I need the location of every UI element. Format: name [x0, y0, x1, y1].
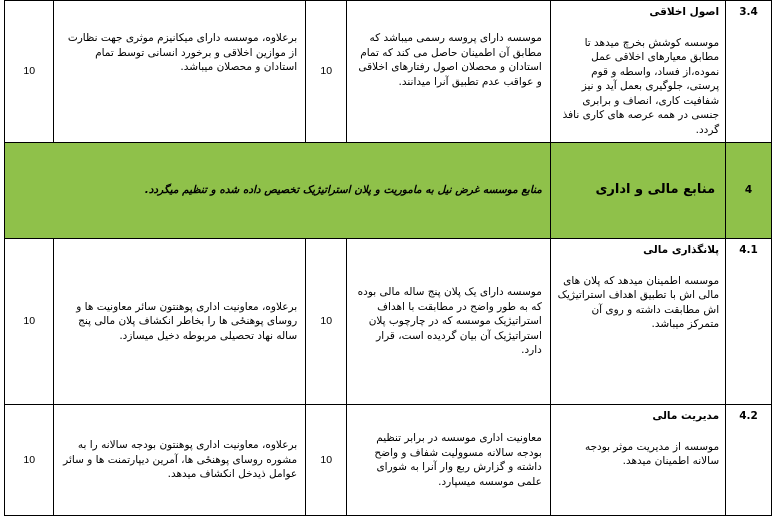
table-row: [5, 405, 772, 516]
level2-cell: [54, 239, 306, 405]
level2-score: 10: [5, 405, 54, 516]
standard-description-cell: [550, 1, 725, 143]
level2-text: برعلاوه، موسسه دارای میکانیزم موثری جهت نظارت از موازین اخلاقی و برخورد انسانی توسط تمام استادان و محصلان میباشد.: [67, 32, 298, 73]
level2-cell: [54, 405, 306, 516]
row-number: 4.2: [726, 405, 772, 516]
level1-score: 10: [306, 1, 347, 143]
standard-heading: اصول اخلاقی: [649, 6, 720, 18]
level1-text: موسسه دارای پروسه رسمی میباشد که مطابق آن اطمینان حاصل می کند که تمام استادان و محصلان اصول رفتارهای اخلاقی و عواقب عدم تطبیق آنرا میدانند.: [358, 32, 542, 88]
row-number: 4.1: [726, 239, 772, 405]
level1-score: 10: [306, 405, 347, 516]
standard-description: موسسه از مدیریت موثر بودجه سالانه اطمینان میدهد.: [584, 440, 720, 467]
section-title: منابع مالی و اداری: [550, 143, 725, 239]
level1-score: 10: [306, 239, 347, 405]
section-row: [5, 143, 772, 239]
level2-text: برعلاوه، معاونیت اداری پوهنتون بودجه سالانه را به مشوره روسای پوهنځی ها، آمرین دیپارتمنت ها و سائر عوامل ذیدخل انکشاف میدهد.: [63, 439, 298, 481]
table-row: [5, 1, 772, 143]
level2-score: 10: [5, 1, 54, 143]
level1-cell: [347, 1, 551, 143]
standard-heading: پلانگذاری مالی: [643, 244, 720, 256]
level1-cell: [347, 405, 551, 516]
standard-heading: مدیریت مالی: [652, 410, 720, 422]
level2-score: 10: [5, 239, 54, 405]
table-row: [5, 239, 772, 405]
standard-description: موسسه کوشش بخرچ میدهد تا مطابق معیارهای اخلاقی عمل نموده،از فساد، واسطه و قوم پرستی، جلوگیری بعمل آید و نیز شفافیت کاری، انصاف و برابری جنسی در همه عرصه های کاری نافذ گردد.: [562, 36, 720, 136]
row-number: 3.4: [726, 1, 772, 143]
standard-description: موسسه اطمینان میدهد که پلان های مالی اش با تطبیق اهداف استراتیژیک اش مطابقت داشته و روی آن متمرکز میباشد.: [557, 274, 720, 330]
standard-description-cell: [550, 405, 725, 516]
level2-cell: [54, 1, 306, 143]
level1-text: معاونیت اداری موسسه در برابر تنظیم بودجه سالانه مسوولیت شفاف و واضح داشته و گزارش ربع وار آنرا به شورای علمی موسسه میسپارد.: [374, 432, 542, 488]
section-note: منابع موسسه غرض نیل به ماموریت و پلان استراتیژیک تخصیص داده شده و تنظیم میگردد.: [5, 143, 551, 239]
level2-text: برعلاوه، معاونیت اداری پوهنتون سائر معاونیت ها و روسای پوهنځی ها را بخاطر انکشاف پلان مالی پنج ساله نهاد تحصیلی مربوطه دخیل میسازد.: [76, 300, 298, 342]
standards-table: [4, 0, 772, 516]
section-number: 4: [726, 143, 772, 239]
level1-text: موسسه دارای یک پلان پنج ساله مالی بوده که به طور واضح در مطابقت با اهداف استراتیژیک موسسه که در چارچوب پلان استراتیژیک آن بیان گردیده است، قرار دارد.: [357, 286, 542, 357]
standard-description-cell: [550, 239, 725, 405]
level1-cell: [347, 239, 551, 405]
